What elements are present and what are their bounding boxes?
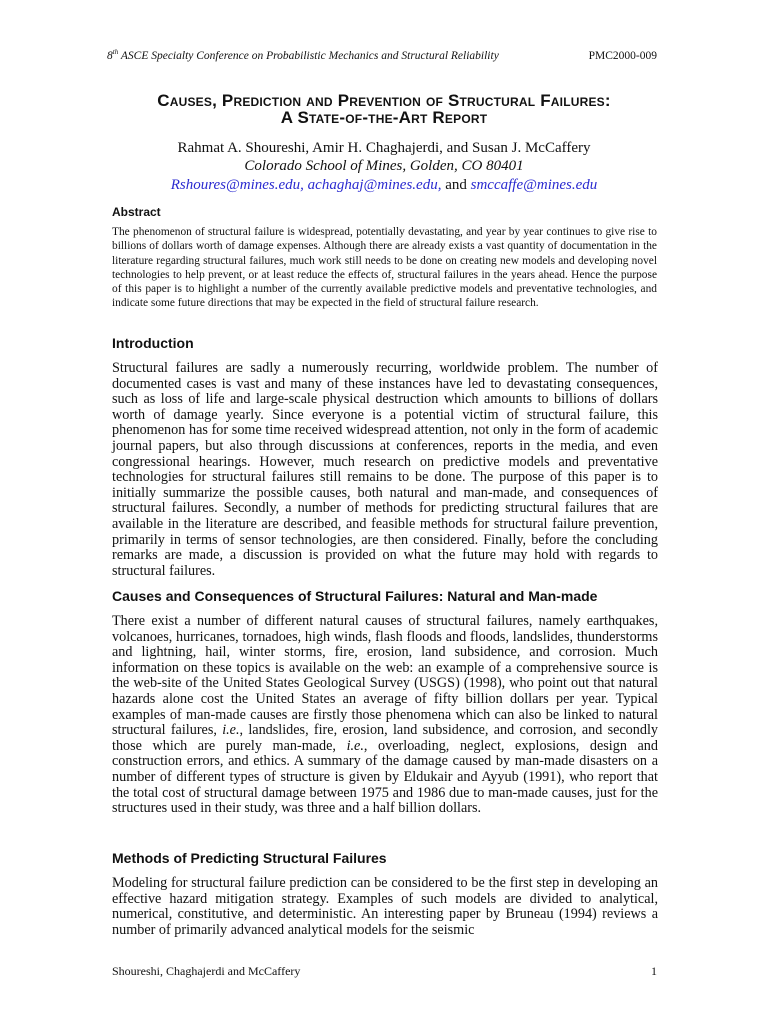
conference-name: 8th ASCE Specialty Conference on Probabilistic Mechanics and Structural Reliability	[107, 48, 499, 62]
email-link-1[interactable]: Rshoures@mines.edu	[170, 177, 301, 193]
abstract-text: The phenomenon of structural failure is widespread, potentially devastating, and year by year continues to give rise to billions of dollars worth of damage expenses. Although there are already exists a vast quantity of documentation in the literature regarding structural failures, much work still needs to be done on creating new models and developing novel technologies to help prevent, or at least reduce the effects of, structural failures in the years ahead. Hence the purpose of this paper is to highlight a number of the currently available predictive models and preventative technologies, and indicate some future directions that may be expected in the field of structural failure research.	[112, 226, 657, 310]
email-link-3[interactable]: smccaffe@mines.edu	[470, 177, 598, 193]
page-footer	[112, 964, 657, 978]
affiliation: Colorado School of Mines, Golden, CO 80401	[244, 158, 524, 174]
email-link-2[interactable]: achaghaj@mines.edu	[307, 177, 438, 193]
footer-authors: Shoureshi, Chaghajerdi and McCaffery	[112, 964, 301, 978]
section-heading-methods: Methods of Predicting Structural Failures	[112, 850, 387, 866]
paper-id: PMC2000-009	[588, 50, 657, 62]
author-emails: Rshoures@mines.edu, achaghaj@mines.edu, and smccaffe@mines.edu	[170, 177, 598, 193]
section-body-methods: Modeling for structural failure prediction can be considered to be the first step in developing an effective hazard mitigation strategy. Examples of such models are divided to analytical, numerical, constitutive, and deterministic. An interesting paper by Bruneau (1994) reviews a number of primarily advanced analytical models for the seismic	[112, 875, 658, 938]
section-body-introduction: Structural failures are sadly a numerously recurring, worldwide problem. The number of documented cases is vast and many of these instances have led to devastating consequences, such as loss of life and large-scale physical destruction which amounts to billions of dollars worth of damage yearly. Since everyone is a potential victim of structural failure, this phenomenon has for some time received widespread attention, not only in the form of academic journal papers, but also through discussions at conferences, reports in the media, and even congressional hearings. However, much research on predictive models and preventative technologies for structural failures still remains to be done. The purpose of this paper is to initially summarize the possible causes, both natural and man-made, and consequences of structural failures. Secondly, a number of methods for predicting structural failures that are available in the literature are described, and feasible methods for structural failure prevention, primarily in terms of sensor technologies, are then considered. Finally, before the concluding remarks are made, a discussion is provided on what the future may hold with regards to structural failures.	[112, 360, 658, 579]
title-line-1: Causes, Prediction and Prevention of Structural Failures:	[157, 91, 611, 110]
section-heading-introduction: Introduction	[112, 335, 194, 351]
page-number: 1	[651, 964, 657, 978]
abstract-heading: Abstract	[112, 205, 161, 219]
paper-title	[0, 92, 768, 126]
title-line-2: A State-of-the-Art Report	[280, 108, 488, 127]
running-header	[107, 50, 657, 64]
section-body-causes: There exist a number of different natural causes of structural failures, namely earthquakes, volcanoes, hurricanes, tornadoes, high winds, flash floods and floods, landslides, thunderstorms and lightning, hail, winter storms, fire, erosion, land subsidence, and corrosion. Much information on these topics is available on the web: an example of a comprehensive source is the web-site of the United States Geological Survey (USGS) (1998), who point out that natural hazards alone cost the United States an average of fifty billion dollars per year. Typical examples of man-made causes are firstly those phenomena which can also be linked to natural structural failures, i.e., landslides, fire, erosion, land subsidence, and corrosion, and secondly those which are purely man-made, i.e., overloading, neglect, explosions, design and construction errors, and ethics. A summary of the damage caused by man-made disasters on a number of different types of structure is given by Eldukair and Ayyub (1991), who report that the total cost of structural damage between 1975 and 1986 due to man-made causes, just for the structures used in their study, was three and a half billion dollars.	[112, 613, 658, 817]
author-list: Rahmat A. Shoureshi, Amir H. Chaghajerdi, and Susan J. McCaffery	[177, 140, 591, 156]
section-heading-causes: Causes and Consequences of Structural Failures: Natural and Man-made	[112, 588, 598, 604]
email-conjunction: and	[445, 177, 467, 193]
